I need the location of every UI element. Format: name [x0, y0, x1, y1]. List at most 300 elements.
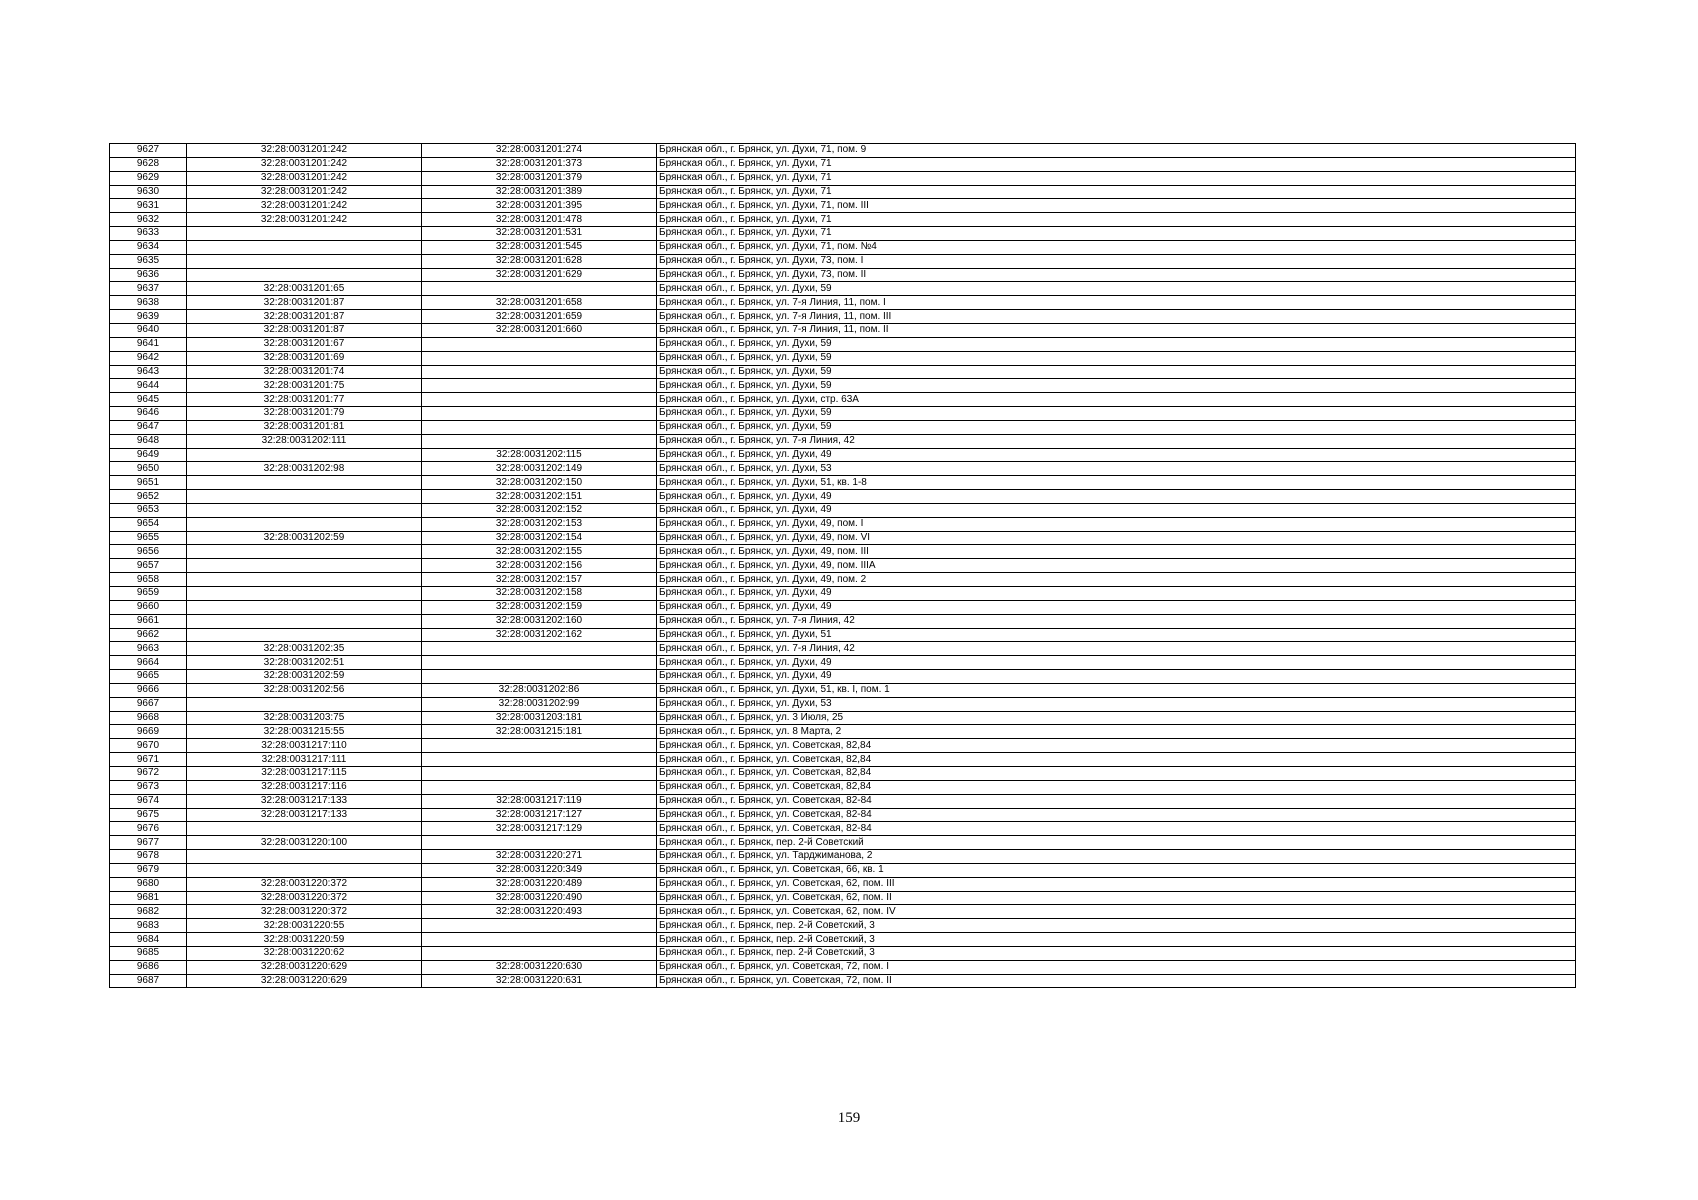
object-cadastral-number-cell: 32:28:0031220:489 [422, 877, 657, 891]
row-number-cell: 9687 [110, 974, 187, 988]
object-cadastral-number-cell [422, 656, 657, 670]
object-cadastral-number-cell: 32:28:0031201:658 [422, 296, 657, 310]
object-cadastral-number-cell: 32:28:0031220:271 [422, 850, 657, 864]
object-cadastral-number-cell: 32:28:0031201:274 [422, 144, 657, 158]
row-number-cell: 9661 [110, 614, 187, 628]
object-cadastral-number-cell: 32:28:0031202:99 [422, 697, 657, 711]
object-cadastral-number-cell: 32:28:0031220:631 [422, 974, 657, 988]
address-cell: Брянская обл., г. Брянск, ул. Духи, 71 [657, 185, 1576, 199]
address-cell: Брянская обл., г. Брянск, ул. Духи, 49, пом. I [657, 517, 1576, 531]
row-number-cell: 9648 [110, 434, 187, 448]
land-cadastral-number-cell: 32:28:0031201:79 [187, 407, 422, 421]
address-cell: Брянская обл., г. Брянск, ул. Духи, 73, пом. I [657, 254, 1576, 268]
land-cadastral-number-cell: 32:28:0031220:372 [187, 877, 422, 891]
object-cadastral-number-cell [422, 379, 657, 393]
table-row [110, 974, 1576, 988]
row-number-cell: 9631 [110, 199, 187, 213]
table-row [110, 282, 1576, 296]
land-cadastral-number-cell: 32:28:0031203:75 [187, 711, 422, 725]
land-cadastral-number-cell: 32:28:0031201:242 [187, 144, 422, 158]
address-cell: Брянская обл., г. Брянск, пер. 2-й Советский [657, 836, 1576, 850]
object-cadastral-number-cell [422, 780, 657, 794]
land-cadastral-number-cell [187, 517, 422, 531]
land-cadastral-number-cell: 32:28:0031202:98 [187, 462, 422, 476]
address-cell: Брянская обл., г. Брянск, ул. Духи, 71, пом. №4 [657, 240, 1576, 254]
table-row [110, 642, 1576, 656]
row-number-cell: 9651 [110, 476, 187, 490]
object-cadastral-number-cell: 32:28:0031202:150 [422, 476, 657, 490]
table-row [110, 753, 1576, 767]
table-row [110, 337, 1576, 351]
table-row [110, 933, 1576, 947]
row-number-cell: 9681 [110, 891, 187, 905]
table-row [110, 462, 1576, 476]
address-cell: Брянская обл., г. Брянск, ул. 7-я Линия, 42 [657, 642, 1576, 656]
address-cell: Брянская обл., г. Брянск, ул. Духи, 49 [657, 656, 1576, 670]
table-row [110, 946, 1576, 960]
land-cadastral-number-cell [187, 254, 422, 268]
object-cadastral-number-cell [422, 282, 657, 296]
address-cell: Брянская обл., г. Брянск, ул. Духи, 49, пом. 2 [657, 573, 1576, 587]
land-cadastral-number-cell: 32:28:0031217:115 [187, 766, 422, 780]
object-cadastral-number-cell [422, 337, 657, 351]
land-cadastral-number-cell: 32:28:0031220:100 [187, 836, 422, 850]
address-cell: Брянская обл., г. Брянск, ул. Духи, 53 [657, 462, 1576, 476]
object-cadastral-number-cell [422, 407, 657, 421]
table-row [110, 420, 1576, 434]
land-cadastral-number-cell: 32:28:0031201:87 [187, 296, 422, 310]
object-cadastral-number-cell [422, 753, 657, 767]
object-cadastral-number-cell: 32:28:0031201:628 [422, 254, 657, 268]
object-cadastral-number-cell: 32:28:0031202:86 [422, 683, 657, 697]
address-cell: Брянская обл., г. Брянск, ул. Духи, 49 [657, 490, 1576, 504]
address-cell: Брянская обл., г. Брянск, ул. Советская, 82-84 [657, 794, 1576, 808]
table-row [110, 296, 1576, 310]
table-row [110, 711, 1576, 725]
row-number-cell: 9639 [110, 310, 187, 324]
land-cadastral-number-cell: 32:28:0031215:55 [187, 725, 422, 739]
object-cadastral-number-cell: 32:28:0031201:660 [422, 323, 657, 337]
address-cell: Брянская обл., г. Брянск, ул. Духи, 53 [657, 697, 1576, 711]
table-row [110, 905, 1576, 919]
land-cadastral-number-cell: 32:28:0031220:629 [187, 960, 422, 974]
address-cell: Брянская обл., г. Брянск, ул. Советская, 82-84 [657, 822, 1576, 836]
address-cell: Брянская обл., г. Брянск, ул. Советская, 62, пом. II [657, 891, 1576, 905]
address-cell: Брянская обл., г. Брянск, ул. Духи, 59 [657, 365, 1576, 379]
row-number-cell: 9638 [110, 296, 187, 310]
row-number-cell: 9632 [110, 213, 187, 227]
object-cadastral-number-cell: 32:28:0031202:160 [422, 614, 657, 628]
object-cadastral-number-cell: 32:28:0031202:149 [422, 462, 657, 476]
land-cadastral-number-cell: 32:28:0031201:242 [187, 171, 422, 185]
row-number-cell: 9668 [110, 711, 187, 725]
table-row [110, 573, 1576, 587]
table-row [110, 434, 1576, 448]
address-cell: Брянская обл., г. Брянск, ул. Духи, 71 [657, 213, 1576, 227]
address-cell: Брянская обл., г. Брянск, ул. Духи, 49, пом. VI [657, 531, 1576, 545]
object-cadastral-number-cell: 32:28:0031201:659 [422, 310, 657, 324]
object-cadastral-number-cell: 32:28:0031201:545 [422, 240, 657, 254]
land-cadastral-number-cell: 32:28:0031220:55 [187, 919, 422, 933]
table-row [110, 766, 1576, 780]
table-row [110, 240, 1576, 254]
object-cadastral-number-cell [422, 919, 657, 933]
land-cadastral-number-cell: 32:28:0031217:133 [187, 808, 422, 822]
table-row [110, 559, 1576, 573]
object-cadastral-number-cell: 32:28:0031201:395 [422, 199, 657, 213]
object-cadastral-number-cell: 32:28:0031202:115 [422, 448, 657, 462]
land-cadastral-number-cell [187, 227, 422, 241]
table-row [110, 808, 1576, 822]
table-row [110, 144, 1576, 158]
row-number-cell: 9667 [110, 697, 187, 711]
row-number-cell: 9652 [110, 490, 187, 504]
row-number-cell: 9635 [110, 254, 187, 268]
land-cadastral-number-cell: 32:28:0031201:242 [187, 213, 422, 227]
row-number-cell: 9657 [110, 559, 187, 573]
object-cadastral-number-cell: 32:28:0031202:153 [422, 517, 657, 531]
row-number-cell: 9643 [110, 365, 187, 379]
table-row [110, 600, 1576, 614]
object-cadastral-number-cell: 32:28:0031215:181 [422, 725, 657, 739]
table-row [110, 656, 1576, 670]
address-cell: Брянская обл., г. Брянск, ул. Духи, 59 [657, 420, 1576, 434]
land-cadastral-number-cell: 32:28:0031201:67 [187, 337, 422, 351]
row-number-cell: 9630 [110, 185, 187, 199]
table-row [110, 254, 1576, 268]
address-cell: Брянская обл., г. Брянск, ул. Духи, 71 [657, 157, 1576, 171]
table-row [110, 323, 1576, 337]
address-cell: Брянская обл., г. Брянск, ул. Духи, 59 [657, 407, 1576, 421]
land-cadastral-number-cell [187, 850, 422, 864]
address-cell: Брянская обл., г. Брянск, ул. 3 Июля, 25 [657, 711, 1576, 725]
land-cadastral-number-cell: 32:28:0031201:69 [187, 351, 422, 365]
address-cell: Брянская обл., г. Брянск, ул. 7-я Линия, 11, пом. III [657, 310, 1576, 324]
object-cadastral-number-cell: 32:28:0031202:158 [422, 587, 657, 601]
land-cadastral-number-cell [187, 822, 422, 836]
address-cell: Брянская обл., г. Брянск, ул. Духи, 51, кв. I, пом. 1 [657, 683, 1576, 697]
row-number-cell: 9670 [110, 739, 187, 753]
object-cadastral-number-cell: 32:28:0031202:156 [422, 559, 657, 573]
object-cadastral-number-cell [422, 670, 657, 684]
land-cadastral-number-cell [187, 476, 422, 490]
object-cadastral-number-cell [422, 739, 657, 753]
table-row [110, 836, 1576, 850]
row-number-cell: 9684 [110, 933, 187, 947]
land-cadastral-number-cell: 32:28:0031201:65 [187, 282, 422, 296]
address-cell: Брянская обл., г. Брянск, ул. Духи, 49, пом. III [657, 545, 1576, 559]
row-number-cell: 9637 [110, 282, 187, 296]
object-cadastral-number-cell: 32:28:0031217:127 [422, 808, 657, 822]
land-cadastral-number-cell: 32:28:0031202:59 [187, 531, 422, 545]
object-cadastral-number-cell: 32:28:0031202:159 [422, 600, 657, 614]
land-cadastral-number-cell: 32:28:0031201:242 [187, 157, 422, 171]
object-cadastral-number-cell: 32:28:0031201:531 [422, 227, 657, 241]
page-number: 159 [837, 1110, 861, 1126]
row-number-cell: 9675 [110, 808, 187, 822]
object-cadastral-number-cell [422, 434, 657, 448]
table-row [110, 268, 1576, 282]
row-number-cell: 9682 [110, 905, 187, 919]
table-row [110, 739, 1576, 753]
row-number-cell: 9641 [110, 337, 187, 351]
land-cadastral-number-cell [187, 863, 422, 877]
row-number-cell: 9662 [110, 628, 187, 642]
table-row [110, 697, 1576, 711]
land-cadastral-number-cell [187, 503, 422, 517]
table-row [110, 365, 1576, 379]
address-cell: Брянская обл., г. Брянск, ул. Духи, 59 [657, 337, 1576, 351]
table-row [110, 379, 1576, 393]
land-cadastral-number-cell: 32:28:0031217:133 [187, 794, 422, 808]
object-cadastral-number-cell: 32:28:0031201:478 [422, 213, 657, 227]
row-number-cell: 9679 [110, 863, 187, 877]
address-cell: Брянская обл., г. Брянск, ул. Духи, 73, пом. II [657, 268, 1576, 282]
object-cadastral-number-cell [422, 351, 657, 365]
object-cadastral-number-cell: 32:28:0031201:629 [422, 268, 657, 282]
row-number-cell: 9666 [110, 683, 187, 697]
row-number-cell: 9647 [110, 420, 187, 434]
row-number-cell: 9656 [110, 545, 187, 559]
table-row [110, 476, 1576, 490]
row-number-cell: 9678 [110, 850, 187, 864]
row-number-cell: 9642 [110, 351, 187, 365]
table-row [110, 670, 1576, 684]
row-number-cell: 9676 [110, 822, 187, 836]
table-row [110, 794, 1576, 808]
land-cadastral-number-cell [187, 490, 422, 504]
object-cadastral-number-cell: 32:28:0031202:151 [422, 490, 657, 504]
object-cadastral-number-cell [422, 836, 657, 850]
object-cadastral-number-cell [422, 766, 657, 780]
row-number-cell: 9627 [110, 144, 187, 158]
table-row [110, 628, 1576, 642]
address-cell: Брянская обл., г. Брянск, ул. Советская, 82,84 [657, 739, 1576, 753]
address-cell: Брянская обл., г. Брянск, ул. Советская, 66, кв. 1 [657, 863, 1576, 877]
row-number-cell: 9650 [110, 462, 187, 476]
address-cell: Брянская обл., г. Брянск, ул. Советская, 82-84 [657, 808, 1576, 822]
object-cadastral-number-cell [422, 420, 657, 434]
table-row [110, 503, 1576, 517]
address-cell: Брянская обл., г. Брянск, ул. Духи, 49, пом. IIIА [657, 559, 1576, 573]
table-row [110, 310, 1576, 324]
row-number-cell: 9654 [110, 517, 187, 531]
land-cadastral-number-cell: 32:28:0031220:59 [187, 933, 422, 947]
land-cadastral-number-cell [187, 448, 422, 462]
address-cell: Брянская обл., г. Брянск, ул. 7-я Линия, 42 [657, 434, 1576, 448]
table-row [110, 545, 1576, 559]
row-number-cell: 9686 [110, 960, 187, 974]
address-cell: Брянская обл., г. Брянск, ул. Советская, 62, пом. III [657, 877, 1576, 891]
row-number-cell: 9633 [110, 227, 187, 241]
land-cadastral-number-cell [187, 240, 422, 254]
address-cell: Брянская обл., г. Брянск, ул. Духи, 71 [657, 227, 1576, 241]
table-row [110, 351, 1576, 365]
object-cadastral-number-cell: 32:28:0031201:389 [422, 185, 657, 199]
object-cadastral-number-cell: 32:28:0031201:373 [422, 157, 657, 171]
table-row [110, 185, 1576, 199]
land-cadastral-number-cell: 32:28:0031201:75 [187, 379, 422, 393]
row-number-cell: 9665 [110, 670, 187, 684]
land-cadastral-number-cell: 32:28:0031217:111 [187, 753, 422, 767]
land-cadastral-number-cell: 32:28:0031217:110 [187, 739, 422, 753]
address-cell: Брянская обл., г. Брянск, ул. Духи, 51, кв. 1-8 [657, 476, 1576, 490]
table-row [110, 407, 1576, 421]
land-cadastral-number-cell: 32:28:0031201:87 [187, 310, 422, 324]
object-cadastral-number-cell: 32:28:0031220:630 [422, 960, 657, 974]
row-number-cell: 9671 [110, 753, 187, 767]
land-cadastral-number-cell: 32:28:0031202:35 [187, 642, 422, 656]
row-number-cell: 9628 [110, 157, 187, 171]
address-cell: Брянская обл., г. Брянск, ул. Духи, 59 [657, 351, 1576, 365]
land-cadastral-number-cell [187, 573, 422, 587]
object-cadastral-number-cell [422, 933, 657, 947]
row-number-cell: 9659 [110, 587, 187, 601]
address-cell: Брянская обл., г. Брянск, пер. 2-й Советский, 3 [657, 946, 1576, 960]
object-cadastral-number-cell: 32:28:0031217:119 [422, 794, 657, 808]
land-cadastral-number-cell: 32:28:0031220:629 [187, 974, 422, 988]
row-number-cell: 9680 [110, 877, 187, 891]
land-cadastral-number-cell: 32:28:0031202:56 [187, 683, 422, 697]
row-number-cell: 9683 [110, 919, 187, 933]
address-cell: Брянская обл., г. Брянск, ул. 8 Марта, 2 [657, 725, 1576, 739]
table-row [110, 614, 1576, 628]
land-cadastral-number-cell: 32:28:0031202:51 [187, 656, 422, 670]
address-cell: Брянская обл., г. Брянск, ул. Духи, 49 [657, 670, 1576, 684]
table-row [110, 850, 1576, 864]
object-cadastral-number-cell: 32:28:0031202:154 [422, 531, 657, 545]
object-cadastral-number-cell: 32:28:0031202:162 [422, 628, 657, 642]
address-cell: Брянская обл., г. Брянск, ул. 7-я Линия, 11, пом. I [657, 296, 1576, 310]
object-cadastral-number-cell: 32:28:0031220:349 [422, 863, 657, 877]
land-cadastral-number-cell [187, 545, 422, 559]
address-cell: Брянская обл., г. Брянск, ул. Советская, 72, пом. II [657, 974, 1576, 988]
table-row [110, 960, 1576, 974]
table-row [110, 587, 1576, 601]
table-row [110, 725, 1576, 739]
table-row [110, 171, 1576, 185]
land-cadastral-number-cell [187, 614, 422, 628]
row-number-cell: 9663 [110, 642, 187, 656]
object-cadastral-number-cell [422, 393, 657, 407]
land-cadastral-number-cell [187, 587, 422, 601]
address-cell: Брянская обл., г. Брянск, ул. Духи, 49 [657, 448, 1576, 462]
object-cadastral-number-cell: 32:28:0031202:155 [422, 545, 657, 559]
row-number-cell: 9672 [110, 766, 187, 780]
land-cadastral-number-cell [187, 697, 422, 711]
land-cadastral-number-cell: 32:28:0031201:81 [187, 420, 422, 434]
row-number-cell: 9674 [110, 794, 187, 808]
table-row [110, 157, 1576, 171]
table-row [110, 213, 1576, 227]
address-cell: Брянская обл., г. Брянск, ул. Духи, 71, пом. III [657, 199, 1576, 213]
object-cadastral-number-cell: 32:28:0031201:379 [422, 171, 657, 185]
table-row [110, 891, 1576, 905]
table-row [110, 863, 1576, 877]
address-cell: Брянская обл., г. Брянск, пер. 2-й Советский, 3 [657, 933, 1576, 947]
land-cadastral-number-cell: 32:28:0031217:116 [187, 780, 422, 794]
table-row [110, 919, 1576, 933]
row-number-cell: 9636 [110, 268, 187, 282]
address-cell: Брянская обл., г. Брянск, ул. Духи, 71 [657, 171, 1576, 185]
row-number-cell: 9658 [110, 573, 187, 587]
table-row [110, 393, 1576, 407]
address-cell: Брянская обл., г. Брянск, ул. Духи, 51 [657, 628, 1576, 642]
row-number-cell: 9653 [110, 503, 187, 517]
object-cadastral-number-cell: 32:28:0031220:493 [422, 905, 657, 919]
row-number-cell: 9649 [110, 448, 187, 462]
row-number-cell: 9646 [110, 407, 187, 421]
land-cadastral-number-cell: 32:28:0031201:242 [187, 185, 422, 199]
table-row [110, 780, 1576, 794]
land-cadastral-number-cell: 32:28:0031220:372 [187, 905, 422, 919]
address-cell: Брянская обл., г. Брянск, ул. Духи, 49 [657, 503, 1576, 517]
address-cell: Брянская обл., г. Брянск, ул. Духи, стр. 63А [657, 393, 1576, 407]
land-cadastral-number-cell: 32:28:0031202:59 [187, 670, 422, 684]
land-cadastral-number-cell: 32:28:0031201:77 [187, 393, 422, 407]
address-cell: Брянская обл., г. Брянск, ул. Советская, 62, пом. IV [657, 905, 1576, 919]
object-cadastral-number-cell: 32:28:0031220:490 [422, 891, 657, 905]
row-number-cell: 9655 [110, 531, 187, 545]
object-cadastral-number-cell [422, 946, 657, 960]
land-cadastral-number-cell: 32:28:0031201:87 [187, 323, 422, 337]
address-cell: Брянская обл., г. Брянск, ул. Духи, 59 [657, 379, 1576, 393]
table-row [110, 227, 1576, 241]
land-cadastral-number-cell [187, 268, 422, 282]
registry-table [109, 143, 1576, 988]
object-cadastral-number-cell [422, 642, 657, 656]
table-row [110, 531, 1576, 545]
address-cell: Брянская обл., г. Брянск, ул. Советская, 82,84 [657, 753, 1576, 767]
object-cadastral-number-cell: 32:28:0031203:181 [422, 711, 657, 725]
object-cadastral-number-cell [422, 365, 657, 379]
row-number-cell: 9669 [110, 725, 187, 739]
row-number-cell: 9629 [110, 171, 187, 185]
object-cadastral-number-cell: 32:28:0031202:157 [422, 573, 657, 587]
row-number-cell: 9645 [110, 393, 187, 407]
table-row [110, 822, 1576, 836]
address-cell: Брянская обл., г. Брянск, ул. 7-я Линия, 11, пом. II [657, 323, 1576, 337]
row-number-cell: 9644 [110, 379, 187, 393]
address-cell: Брянская обл., г. Брянск, ул. Духи, 49 [657, 600, 1576, 614]
address-cell: Брянская обл., г. Брянск, ул. Духи, 59 [657, 282, 1576, 296]
land-cadastral-number-cell [187, 628, 422, 642]
table-row [110, 683, 1576, 697]
address-cell: Брянская обл., г. Брянск, ул. Духи, 49 [657, 587, 1576, 601]
address-cell: Брянская обл., г. Брянск, ул. Советская, 82,84 [657, 780, 1576, 794]
land-cadastral-number-cell: 32:28:0031220:372 [187, 891, 422, 905]
address-cell: Брянская обл., г. Брянск, ул. Советская, 82,84 [657, 766, 1576, 780]
table-row [110, 517, 1576, 531]
row-number-cell: 9660 [110, 600, 187, 614]
registry-table-body [110, 144, 1576, 988]
row-number-cell: 9677 [110, 836, 187, 850]
land-cadastral-number-cell: 32:28:0031201:242 [187, 199, 422, 213]
address-cell: Брянская обл., г. Брянск, пер. 2-й Советский, 3 [657, 919, 1576, 933]
row-number-cell: 9640 [110, 323, 187, 337]
row-number-cell: 9685 [110, 946, 187, 960]
row-number-cell: 9664 [110, 656, 187, 670]
address-cell: Брянская обл., г. Брянск, ул. Духи, 71, пом. 9 [657, 144, 1576, 158]
land-cadastral-number-cell: 32:28:0031220:62 [187, 946, 422, 960]
land-cadastral-number-cell [187, 559, 422, 573]
table-row [110, 877, 1576, 891]
row-number-cell: 9634 [110, 240, 187, 254]
table-row [110, 490, 1576, 504]
land-cadastral-number-cell: 32:28:0031201:74 [187, 365, 422, 379]
address-cell: Брянская обл., г. Брянск, ул. Советская, 72, пом. I [657, 960, 1576, 974]
table-row [110, 199, 1576, 213]
